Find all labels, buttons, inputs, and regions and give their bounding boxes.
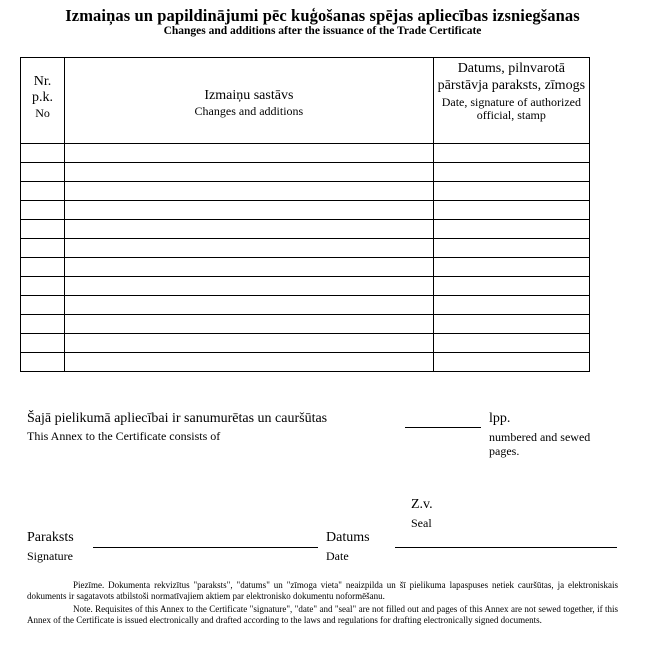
cell-date-signature[interactable]	[433, 182, 589, 201]
note-en-text: Note. Requisites of this Annex to the Certificate "signature", "date" and "seal" are not filled out and pages of this Annex are not sewed together, if this Annex of the Certificate is issued electronically and drafted according to the laws and regulations for drafting electronically signed documents.	[27, 604, 618, 625]
table-row	[21, 315, 590, 334]
note-lv-text: Piezīme. Dokumenta rekvizītus "paraksts", "datums" un "zīmoga vieta" neaizpilda un šī pielikuma lapaspuses netiek cauršūtas, ja elektroniskais dokuments ir sagatavots atbilstoši normatīvajiem aktiem par elektronisko dokumentu noformēšanu.	[27, 580, 618, 601]
table-row	[21, 182, 590, 201]
header-changes-lv: Izmaiņu sastāvs	[204, 88, 294, 103]
table-row	[21, 258, 590, 277]
cell-date-signature[interactable]	[433, 239, 589, 258]
cell-changes[interactable]	[65, 239, 434, 258]
note-en	[27, 604, 618, 626]
cell-changes[interactable]	[65, 315, 434, 334]
cell-number[interactable]	[21, 277, 65, 296]
cell-date-signature[interactable]	[433, 163, 589, 182]
header-date-signature	[433, 58, 589, 144]
changes-table	[20, 57, 590, 372]
table-row	[21, 144, 590, 163]
cell-number[interactable]	[21, 239, 65, 258]
cell-date-signature[interactable]	[433, 277, 589, 296]
cell-changes[interactable]	[65, 296, 434, 315]
annex-pages-text-en: This Annex to the Certificate consists of	[27, 429, 221, 443]
table-body	[21, 144, 590, 372]
page-title: Izmaiņas un papildinājumi pēc kuģošanas spējas apliecības izsniegšanas	[65, 6, 580, 25]
pages-label-en: numbered and sewed pages.	[489, 430, 591, 458]
header-number-lv-1: Nr.	[33, 74, 52, 89]
signature-label-en: Signature	[27, 549, 73, 563]
cell-number[interactable]	[21, 353, 65, 372]
cell-changes[interactable]	[65, 201, 434, 220]
cell-number[interactable]	[21, 258, 65, 277]
cell-changes[interactable]	[65, 144, 434, 163]
table-row	[21, 239, 590, 258]
cell-number[interactable]	[21, 144, 65, 163]
date-label-lv: Datums	[326, 530, 370, 545]
signature-field[interactable]	[93, 547, 318, 548]
page-count-field[interactable]	[405, 427, 481, 428]
cell-number[interactable]	[21, 315, 65, 334]
pages-label-lv: lpp.	[489, 411, 511, 426]
seal-label-lv: Z.v.	[411, 497, 433, 512]
cell-changes[interactable]	[65, 163, 434, 182]
cell-changes[interactable]	[65, 220, 434, 239]
cell-date-signature[interactable]	[433, 144, 589, 163]
cell-number[interactable]	[21, 182, 65, 201]
seal-label-en: Seal	[411, 516, 432, 530]
header-changes-en: Changes and additions	[194, 104, 304, 118]
signature-label-lv: Paraksts	[27, 530, 74, 545]
header-date-en: Date, signature of authorized official, stamp	[441, 95, 581, 122]
cell-number[interactable]	[21, 220, 65, 239]
cell-changes[interactable]	[65, 182, 434, 201]
cell-number[interactable]	[21, 201, 65, 220]
table-row	[21, 353, 590, 372]
cell-date-signature[interactable]	[433, 334, 589, 353]
date-label-en: Date	[326, 549, 349, 563]
header-number	[21, 58, 65, 144]
cell-date-signature[interactable]	[433, 201, 589, 220]
date-field[interactable]	[395, 547, 617, 548]
table-row	[21, 296, 590, 315]
cell-date-signature[interactable]	[433, 296, 589, 315]
header-number-lv-2: p.k.	[32, 90, 54, 105]
cell-date-signature[interactable]	[433, 258, 589, 277]
cell-number[interactable]	[21, 296, 65, 315]
cell-changes[interactable]	[65, 353, 434, 372]
cell-number[interactable]	[21, 334, 65, 353]
table-row	[21, 277, 590, 296]
cell-changes[interactable]	[65, 334, 434, 353]
table-row	[21, 220, 590, 239]
table-row	[21, 334, 590, 353]
page-subtitle: Changes and additions after the issuance of the Trade Certificate	[163, 25, 482, 37]
cell-date-signature[interactable]	[433, 315, 589, 334]
annex-pages-text-lv: Šajā pielikumā apliecībai ir sanumurētas un cauršūtas	[27, 411, 328, 426]
cell-changes[interactable]	[65, 258, 434, 277]
table-row	[21, 201, 590, 220]
note-lv	[27, 580, 618, 602]
table-header-row	[21, 58, 590, 144]
cell-date-signature[interactable]	[433, 353, 589, 372]
table-row	[21, 163, 590, 182]
cell-number[interactable]	[21, 163, 65, 182]
cell-changes[interactable]	[65, 277, 434, 296]
header-number-en: No	[35, 106, 50, 120]
cell-date-signature[interactable]	[433, 220, 589, 239]
header-date-lv: Datums, pilnvarotā pārstāvja paraksts, zīmogs	[437, 61, 586, 93]
header-changes	[65, 58, 434, 144]
